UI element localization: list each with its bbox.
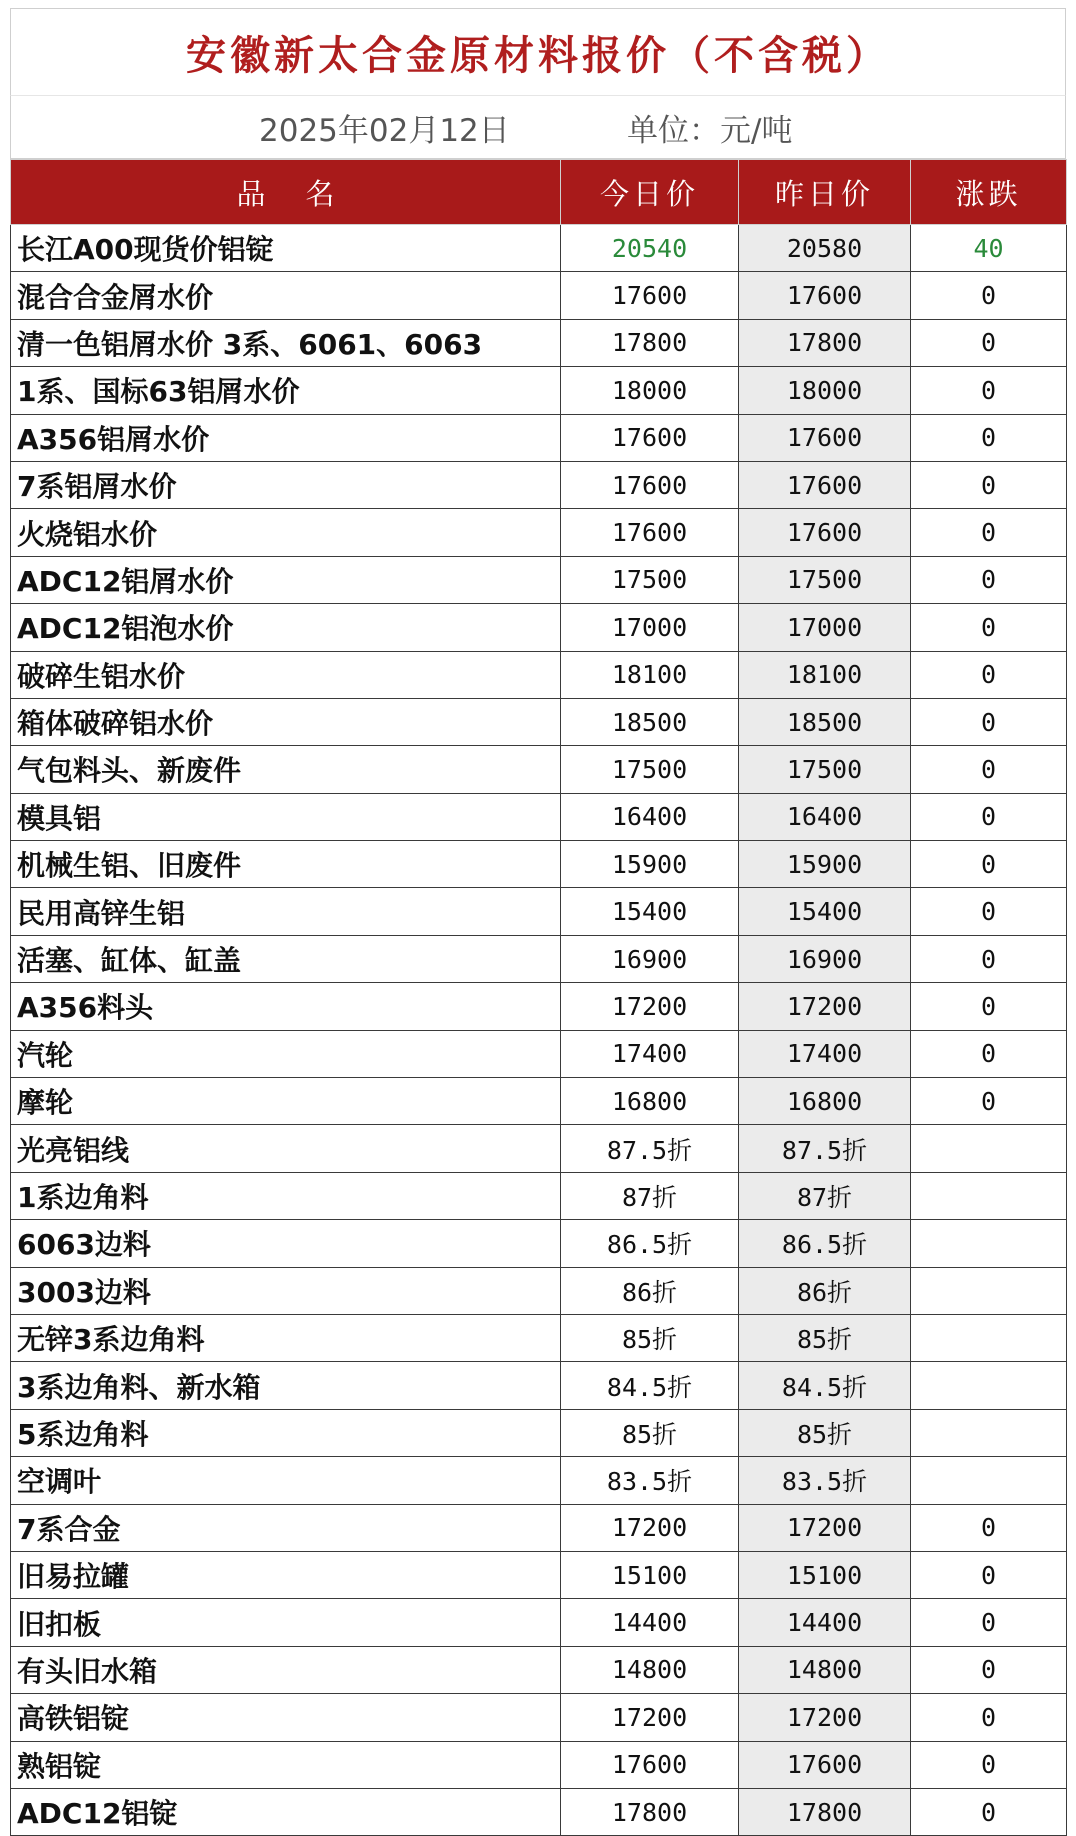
yesterday-price-cell: 17000 (739, 604, 911, 651)
item-name-cell: 火烧铝水价 (11, 509, 561, 556)
today-price-cell: 87.5折 (561, 1125, 739, 1172)
yesterday-price-cell: 85折 (739, 1409, 911, 1456)
table-row (11, 888, 1067, 935)
item-name-cell: 7系合金 (11, 1504, 561, 1551)
yesterday-price-cell: 83.5折 (739, 1457, 911, 1504)
yesterday-price-cell: 17600 (739, 461, 911, 508)
table-row (11, 319, 1067, 366)
change-cell (911, 1457, 1067, 1504)
today-price-cell: 84.5折 (561, 1362, 739, 1409)
today-price-cell: 16800 (561, 1078, 739, 1125)
table-row (11, 1409, 1067, 1456)
yesterday-price-cell: 20580 (739, 225, 911, 272)
item-name-cell: A356铝屑水价 (11, 414, 561, 461)
today-price-cell: 17600 (561, 414, 739, 461)
yesterday-price-cell: 16900 (739, 935, 911, 982)
item-name-cell: 3003边料 (11, 1267, 561, 1314)
yesterday-price-cell: 85折 (739, 1314, 911, 1361)
item-name-cell: 活塞、缸体、缸盖 (11, 935, 561, 982)
table-row (11, 983, 1067, 1030)
table-row (11, 698, 1067, 745)
change-cell (911, 1409, 1067, 1456)
table-row (11, 1314, 1067, 1361)
today-price-cell: 17600 (561, 272, 739, 319)
change-cell: 0 (911, 461, 1067, 508)
item-name-cell: 民用高锌生铝 (11, 888, 561, 935)
item-name-cell: 混合合金屑水价 (11, 272, 561, 319)
change-cell: 0 (911, 1599, 1067, 1646)
change-cell: 0 (911, 888, 1067, 935)
today-price-cell: 14800 (561, 1646, 739, 1693)
table-row (11, 746, 1067, 793)
yesterday-price-cell: 15100 (739, 1551, 911, 1598)
item-name-cell: 1系、国标63铝屑水价 (11, 367, 561, 414)
change-cell: 0 (911, 1694, 1067, 1741)
price-table (10, 159, 1067, 1836)
today-price-cell: 15400 (561, 888, 739, 935)
yesterday-price-cell: 17600 (739, 272, 911, 319)
yesterday-price-cell: 15900 (739, 841, 911, 888)
table-row (11, 1599, 1067, 1646)
change-cell: 0 (911, 935, 1067, 982)
item-name-cell: 模具铝 (11, 793, 561, 840)
table-row (11, 509, 1067, 556)
column-header-change: 涨跌 (911, 160, 1067, 225)
item-name-cell: 长江A00现货价铝锭 (11, 225, 561, 272)
item-name-cell: 空调叶 (11, 1457, 561, 1504)
table-row (11, 414, 1067, 461)
today-price-cell: 87折 (561, 1172, 739, 1219)
change-cell (911, 1314, 1067, 1361)
table-row (11, 1551, 1067, 1598)
change-cell: 0 (911, 1741, 1067, 1788)
change-cell: 0 (911, 319, 1067, 366)
item-name-cell: 旧易拉罐 (11, 1551, 561, 1598)
today-price-cell: 17400 (561, 1030, 739, 1077)
today-price-cell: 17800 (561, 1788, 739, 1835)
item-name-cell: 有头旧水箱 (11, 1646, 561, 1693)
item-name-cell: 熟铝锭 (11, 1741, 561, 1788)
yesterday-price-cell: 17500 (739, 746, 911, 793)
table-row (11, 1362, 1067, 1409)
table-row (11, 841, 1067, 888)
table-row (11, 225, 1067, 272)
item-name-cell: 摩轮 (11, 1078, 561, 1125)
change-cell: 0 (911, 651, 1067, 698)
yesterday-price-cell: 17800 (739, 1788, 911, 1835)
table-row (11, 1172, 1067, 1219)
today-price-cell: 16400 (561, 793, 739, 840)
table-row (11, 1741, 1067, 1788)
change-cell: 0 (911, 746, 1067, 793)
today-price-cell: 17500 (561, 746, 739, 793)
change-cell (911, 1267, 1067, 1314)
change-cell: 0 (911, 1504, 1067, 1551)
price-sheet (10, 8, 1066, 1836)
yesterday-price-cell: 17500 (739, 556, 911, 603)
item-name-cell: 旧扣板 (11, 1599, 561, 1646)
item-name-cell: 清一色铝屑水价 3系、6061、6063 (11, 319, 561, 366)
item-name-cell: 5系边角料 (11, 1409, 561, 1456)
yesterday-price-cell: 87.5折 (739, 1125, 911, 1172)
change-cell: 0 (911, 414, 1067, 461)
table-row (11, 461, 1067, 508)
column-header-yesterday: 昨日价 (739, 160, 911, 225)
today-price-cell: 14400 (561, 1599, 739, 1646)
change-cell: 0 (911, 272, 1067, 319)
item-name-cell: ADC12铝锭 (11, 1788, 561, 1835)
yesterday-price-cell: 86.5折 (739, 1220, 911, 1267)
item-name-cell: 破碎生铝水价 (11, 651, 561, 698)
change-cell (911, 1220, 1067, 1267)
today-price-cell: 15100 (561, 1551, 739, 1598)
yesterday-price-cell: 17600 (739, 509, 911, 556)
today-price-cell: 16900 (561, 935, 739, 982)
yesterday-price-cell: 16800 (739, 1078, 911, 1125)
today-price-cell: 18100 (561, 651, 739, 698)
today-price-cell: 17200 (561, 1694, 739, 1741)
table-row (11, 1125, 1067, 1172)
change-cell (911, 1362, 1067, 1409)
change-cell: 0 (911, 793, 1067, 840)
table-row (11, 1504, 1067, 1551)
change-cell: 0 (911, 1788, 1067, 1835)
price-unit: 单位：元/吨 (627, 112, 793, 149)
yesterday-price-cell: 14400 (739, 1599, 911, 1646)
table-row (11, 1030, 1067, 1077)
table-row (11, 1788, 1067, 1835)
change-cell: 0 (911, 698, 1067, 745)
change-cell: 40 (911, 225, 1067, 272)
item-name-cell: 7系铝屑水价 (11, 461, 561, 508)
change-cell: 0 (911, 1646, 1067, 1693)
item-name-cell: 1系边角料 (11, 1172, 561, 1219)
yesterday-price-cell: 84.5折 (739, 1362, 911, 1409)
change-cell: 0 (911, 509, 1067, 556)
table-row (11, 1646, 1067, 1693)
table-row (11, 272, 1067, 319)
change-cell: 0 (911, 367, 1067, 414)
today-price-cell: 17600 (561, 1741, 739, 1788)
title-row (10, 8, 1066, 95)
today-price-cell: 17600 (561, 509, 739, 556)
yesterday-price-cell: 17200 (739, 1694, 911, 1741)
yesterday-price-cell: 17200 (739, 983, 911, 1030)
item-name-cell: A356料头 (11, 983, 561, 1030)
today-price-cell: 17500 (561, 556, 739, 603)
item-name-cell: 汽轮 (11, 1030, 561, 1077)
item-name-cell: 无锌3系边角料 (11, 1314, 561, 1361)
item-name-cell: 机械生铝、旧废件 (11, 841, 561, 888)
yesterday-price-cell: 16400 (739, 793, 911, 840)
item-name-cell: ADC12铝屑水价 (11, 556, 561, 603)
item-name-cell: 光亮铝线 (11, 1125, 561, 1172)
yesterday-price-cell: 14800 (739, 1646, 911, 1693)
table-row (11, 556, 1067, 603)
yesterday-price-cell: 87折 (739, 1172, 911, 1219)
table-row (11, 1267, 1067, 1314)
change-cell: 0 (911, 1030, 1067, 1077)
change-cell: 0 (911, 983, 1067, 1030)
table-row (11, 935, 1067, 982)
table-body (11, 225, 1067, 1836)
item-name-cell: ADC12铝泡水价 (11, 604, 561, 651)
change-cell (911, 1125, 1067, 1172)
today-price-cell: 17600 (561, 461, 739, 508)
item-name-cell: 箱体破碎铝水价 (11, 698, 561, 745)
table-row (11, 1220, 1067, 1267)
yesterday-price-cell: 17800 (739, 319, 911, 366)
today-price-cell: 85折 (561, 1409, 739, 1456)
quote-date: 2025年02月12日 (259, 112, 510, 149)
today-price-cell: 18000 (561, 367, 739, 414)
meta-row (10, 95, 1066, 159)
today-price-cell: 15900 (561, 841, 739, 888)
yesterday-price-cell: 17600 (739, 1741, 911, 1788)
table-row (11, 1078, 1067, 1125)
yesterday-price-cell: 17600 (739, 414, 911, 461)
today-price-cell: 85折 (561, 1314, 739, 1361)
table-row (11, 367, 1067, 414)
yesterday-price-cell: 18000 (739, 367, 911, 414)
today-price-cell: 18500 (561, 698, 739, 745)
item-name-cell: 6063边料 (11, 1220, 561, 1267)
change-cell: 0 (911, 1551, 1067, 1598)
change-cell (911, 1172, 1067, 1219)
table-row (11, 793, 1067, 840)
change-cell: 0 (911, 556, 1067, 603)
item-name-cell: 气包料头、新废件 (11, 746, 561, 793)
yesterday-price-cell: 18500 (739, 698, 911, 745)
sheet-title: 安徽新太合金原材料报价（不含税） (186, 32, 890, 79)
change-cell: 0 (911, 841, 1067, 888)
table-row (11, 651, 1067, 698)
today-price-cell: 17200 (561, 983, 739, 1030)
table-row (11, 604, 1067, 651)
change-cell: 0 (911, 604, 1067, 651)
column-header-name: 品名 (11, 160, 561, 225)
today-price-cell: 17800 (561, 319, 739, 366)
today-price-cell: 86折 (561, 1267, 739, 1314)
item-name-cell: 高铁铝锭 (11, 1694, 561, 1741)
yesterday-price-cell: 86折 (739, 1267, 911, 1314)
table-row (11, 1457, 1067, 1504)
yesterday-price-cell: 15400 (739, 888, 911, 935)
yesterday-price-cell: 18100 (739, 651, 911, 698)
yesterday-price-cell: 17400 (739, 1030, 911, 1077)
today-price-cell: 86.5折 (561, 1220, 739, 1267)
today-price-cell: 83.5折 (561, 1457, 739, 1504)
table-row (11, 1694, 1067, 1741)
yesterday-price-cell: 17200 (739, 1504, 911, 1551)
today-price-cell: 20540 (561, 225, 739, 272)
item-name-cell: 3系边角料、新水箱 (11, 1362, 561, 1409)
column-header-today: 今日价 (561, 160, 739, 225)
change-cell: 0 (911, 1078, 1067, 1125)
table-header (11, 160, 1067, 225)
today-price-cell: 17000 (561, 604, 739, 651)
today-price-cell: 17200 (561, 1504, 739, 1551)
